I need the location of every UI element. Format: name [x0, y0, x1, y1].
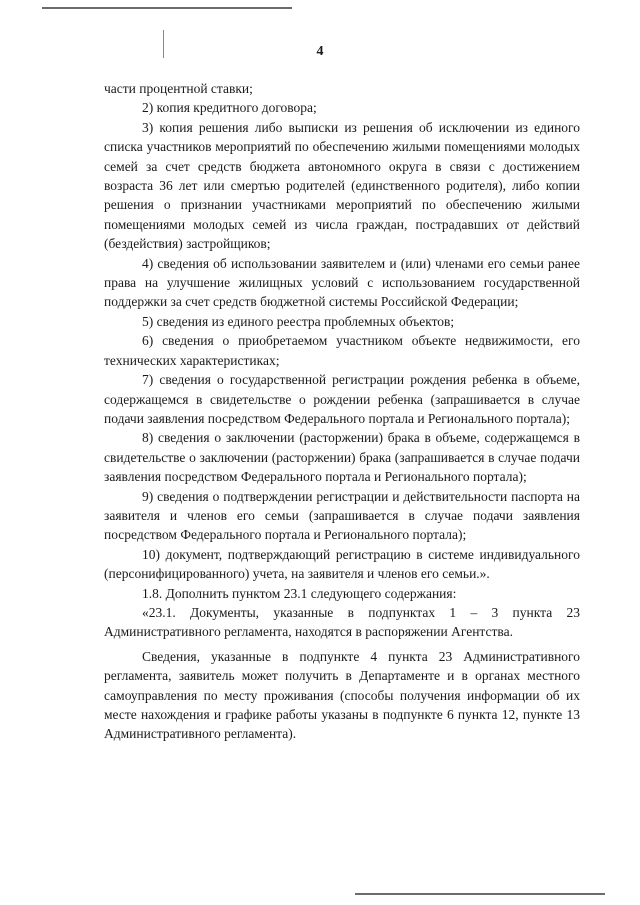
list-item-8: 8) сведения о заключении (расторжении) брака в объеме, содержащемся в свидетельстве о заключении (расторжении) брака (запрашивается в случае подачи заявления посредством Федерального портала и Регионального портала);	[104, 430, 580, 485]
list-item-5: 5) сведения из единого реестра проблемных объектов;	[142, 313, 455, 329]
document-body	[104, 79, 580, 744]
page-number: 4	[316, 44, 324, 59]
clause-23-1-continued: Сведения, указанные в подпункте 4 пункта 23 Административного регламента, заявитель может получить в Департаменте и в органах местного самоуправления по месту проживания (способы получения информации об их месте нахождения и графике работы указаны в подпункте 6 пункта 12, пункте 13 Административного регламента).	[104, 648, 580, 742]
list-item-3: 3) копия решения либо выписки из решения об исключении из единого списка участников мероприятий по обеспечению жилыми помещениями молодых семей за счет средств бюджета автономного округа в связи с достижением возраста 36 лет или смертью родителей (единственного родителя), либо копии решения о признании участниками мероприятий по обеспечению жилыми помещениями молодых семей из числа граждан, пострадавших от действий (бездействия) застройщиков;	[104, 119, 580, 252]
list-item-7: 7) сведения о государственной регистрации рождения ребенка в объеме, содержащемся в свидетельстве о рождении ребенка (запрашивается в случае подачи заявления посредством Федерального портала и Регионального портала);	[104, 372, 580, 426]
clause-23-1: «23.1. Документы, указанные в подпунктах 1 – 3 пункта 23 Административного регламента, находятся в распоряжении Агентства.	[104, 604, 580, 640]
list-item-6: 6) сведения о приобретаемом участником объекте недвижимости, его технических характеристиках;	[104, 333, 580, 368]
scan-edge-line-top	[42, 7, 292, 9]
list-item-4: 4) сведения об использовании заявителем и (или) членами его семьи ранее права на улучшение жилищных условий с использованием государственной поддержки за счет средств бюджетной системы Российской Федерации;	[104, 255, 580, 310]
list-item-9: 9) сведения о подтверждении регистрации и действительности паспорта на заявителя и членов его семьи (запрашивается в случае подачи заявления посредством Федерального портала и Регионального портала);	[104, 488, 580, 543]
amendment-1-8: 1.8. Дополнить пунктом 23.1 следующего содержания:	[142, 585, 457, 601]
paragraph-continuation: части процентной ставки;	[104, 81, 253, 96]
scan-edge-line-bottom	[355, 893, 605, 895]
list-item-10: 10) документ, подтверждающий регистрацию в системе индивидуального (персонифицированного) учета, на заявителя и членов его семьи.».	[104, 546, 580, 582]
list-item-2: 2) копия кредитного договора;	[142, 100, 317, 116]
